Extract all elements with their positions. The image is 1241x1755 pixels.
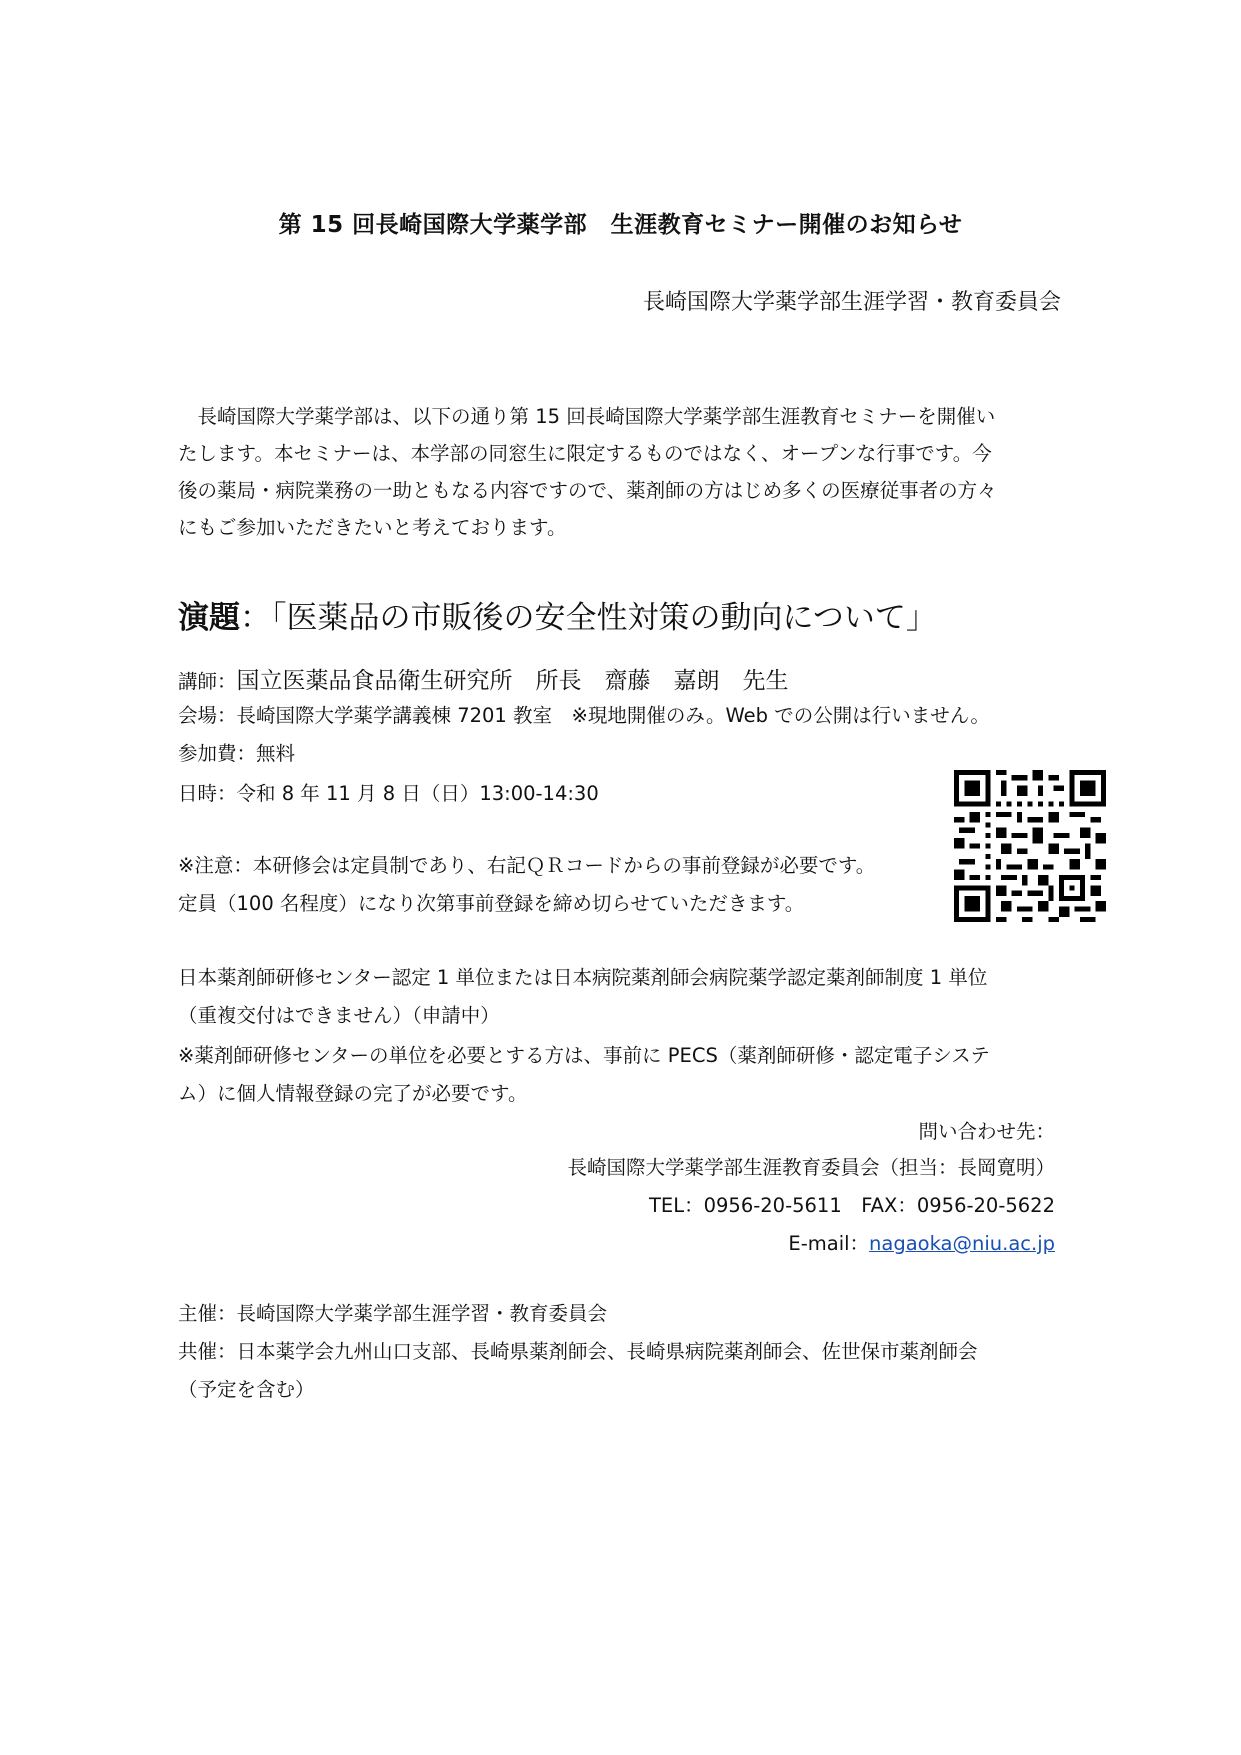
qr-code-icon[interactable] (954, 770, 1106, 922)
topic-label: 演題 (178, 600, 240, 636)
lecturer-label: 講師： (178, 670, 237, 693)
intro-line: たします。本セミナーは、本学部の同窓生に限定するものではなく、オープンな行事です。今 (178, 442, 992, 465)
contact-committee: 長崎国際大学薬学部生涯教育委員会（担当：長岡寛明） (567, 1156, 1055, 1179)
contact-phone-fax: TEL：0956-20-5611 FAX：0956-20-5622 (649, 1194, 1055, 1217)
cohost-line: 共催：日本薬学会九州山口支部、長崎県薬剤師会、長崎県病院薬剤師会、佐世保市薬剤師会 (178, 1340, 978, 1363)
intro-line: にもご参加いただきたいと考えております。 (178, 516, 567, 539)
datetime: 日時：令和 8 年 11 月 8 日（日）13:00-14:30 (178, 782, 599, 805)
topic (178, 598, 937, 638)
intro-paragraph (178, 398, 1078, 546)
contact-label: 問い合わせ先： (918, 1120, 1055, 1143)
notice-line: ※注意：本研修会は定員制であり、右記ＱＲコードからの事前登録が必要です。 (178, 854, 876, 877)
venue: 会場：長崎国際大学薬学講義棟 7201 教室 ※現地開催のみ。Web での公開は行いません。 (178, 704, 990, 727)
topic-text: ：「医薬品の市販後の安全性対策の動向について」 (240, 600, 937, 636)
intro-line: 後の薬局・病院業務の一助ともなる内容ですので、薬剤師の方はじめ多くの医療従事者の方々 (178, 479, 997, 502)
page-title: 第 15 回長崎国際大学薬学部 生涯教育セミナー開催のお知らせ (278, 212, 963, 238)
notice-line: 定員（100 名程度）になり次第事前登録を締め切らせていただきます。 (178, 892, 805, 915)
credit-line: （重複交付はできません）（申請中） (178, 1004, 500, 1027)
email-link[interactable]: nagaoka@niu.ac.jp (869, 1232, 1055, 1255)
lecturer (178, 662, 789, 695)
lecturer-name: 国立医薬品食品衛生研究所 所長 齋藤 嘉朗 先生 (236, 668, 789, 694)
email-label: E-mail： (788, 1232, 870, 1255)
cohost-line: （予定を含む） (178, 1378, 315, 1401)
credit-line: ム）に個人情報登録の完了が必要です。 (178, 1082, 528, 1105)
fee: 参加費：無料 (178, 742, 296, 765)
host: 主催：長崎国際大学薬学部生涯学習・教育委員会 (178, 1302, 608, 1325)
credit-line: ※薬剤師研修センターの単位を必要とする方は、事前に PECS（薬剤師研修・認定電子システ (178, 1044, 990, 1067)
contact-email (788, 1228, 1055, 1256)
organizer-heading: 長崎国際大学薬学部生涯学習・教育委員会 (642, 290, 1061, 315)
credit-line: 日本薬剤師研修センター認定 1 単位または日本病院薬剤師会病院薬学認定薬剤師制度 1 単位 (178, 966, 988, 989)
intro-line: 長崎国際大学薬学部は、以下の通り第 15 回長崎国際大学薬学部生涯教育セミナーを開催い (178, 405, 996, 428)
